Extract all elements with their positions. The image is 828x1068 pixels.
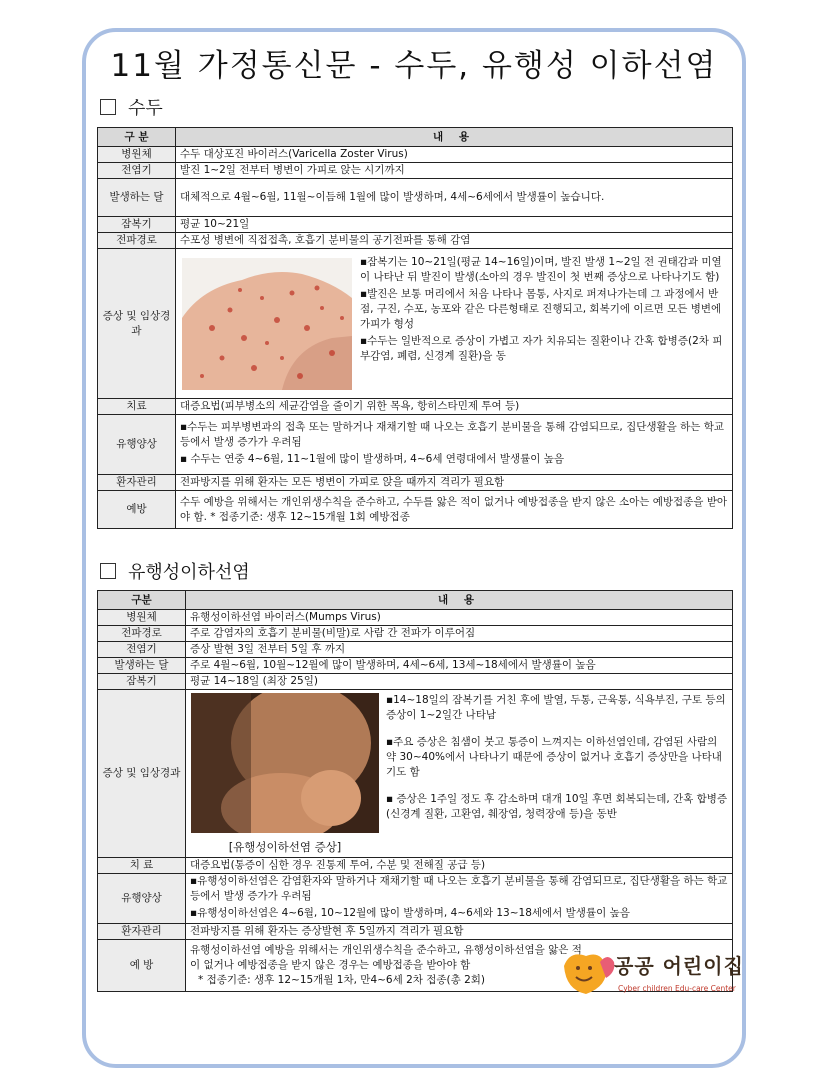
col-header-content: 내 용 (186, 591, 733, 610)
chickenpox-rash-photo (182, 258, 352, 390)
row-label: 전염기 (98, 163, 176, 179)
row-text: 유행성이하선염 바이러스(Mumps Virus) (186, 610, 733, 626)
row-label: 병원체 (98, 610, 186, 626)
row-label: 치료 (98, 399, 176, 415)
row-text: 대증요법(통증이 심한 경우 진통제 투여, 수분 및 전해질 공급 등) (186, 858, 733, 874)
row-text: 주로 감염자의 호흡기 분비물(비말)로 사람 간 전파가 이루어짐 (186, 626, 733, 642)
epidemic-list (190, 874, 728, 921)
row-label: 치 료 (98, 858, 186, 874)
row-text: 수두 대상포진 바이러스(Varicella Zoster Virus) (176, 147, 733, 163)
row-label: 전염기 (98, 642, 186, 658)
row-label: 환자관리 (98, 475, 176, 491)
mumps-photo-block (190, 693, 380, 855)
row-label: 발생하는 달 (98, 179, 176, 217)
row-label: 전파경로 (98, 233, 176, 249)
chickenpox-table (97, 127, 733, 529)
row-text: 유행성이하선염 예방을 위해서는 개인위생수칙을 준수하고, 유행성이하선염을 앓은 적이 없거나 예방접종을 받지 않은 경우는 예방접종을 받아야 함 (190, 944, 582, 971)
row-label: 예방 (98, 491, 176, 529)
row-text: 평균 14~18일 (최장 25일) (186, 674, 733, 690)
list-item: ▪잠복기는 10~21일(평균 14~16일)이며, 발진 발생 1~2일 전 권태감과 미열이 나타난 뒤 발진이 발생(소아의 경우 발진이 첫 번째 증상으로 나타나기도 함) (360, 255, 722, 283)
checkbox-square-icon (100, 563, 116, 579)
list-item: ▪14~18일의 잠복기를 거친 후에 발열, 두통, 근육통, 식욕부진, 구토 등의 증상이 1~2일간 나타남 (386, 693, 726, 721)
col-header-content: 내 용 (176, 128, 733, 147)
mumps-swelling-photo (191, 693, 379, 833)
section-title: 수두 (128, 98, 163, 119)
row-text: 전파방지를 위해 환자는 모든 병변이 가피로 앉을 때까지 격리가 필요함 (176, 475, 733, 491)
list-item: ▪유행성이하선염은 4~6월, 10~12월에 많이 발생하며, 4~6세와 13~18세에서 발생률이 높음 (190, 907, 630, 919)
row-label: 환자관리 (98, 924, 186, 940)
row-text: 주로 4월~6월, 10월~12월에 많이 발생하며, 4세~6세, 13세~18세에서 발생률이 높음 (186, 658, 733, 674)
row-label: 예 방 (98, 940, 186, 992)
list-item: ▪주요 증상은 침샘이 붓고 통증이 느껴지는 이하선염인데, 감염된 사람의 약 30~40%에서 나타나기 때문에 증상이 없거나 호흡기 증상만을 나타내기도 함 (386, 735, 722, 778)
row-text: 수포성 병변에 직접접촉, 호흡기 분비물의 공기전파를 통해 감염 (176, 233, 733, 249)
row-label: 증상 및 임상경과 (98, 249, 176, 399)
row-text: 증상 발현 3일 전부터 5일 후 까지 (186, 642, 733, 658)
row-text: 평균 10~21일 (176, 217, 733, 233)
row-text: 발진 1~2일 전부터 병변이 가피로 앉는 시기까지 (176, 163, 733, 179)
list-item: ▪발진은 보통 머리에서 처음 나타나 몸통, 사지로 퍼져나가는데 그 과정에서 반점, 구진, 수포, 농포와 같은 다른형태로 진행되고, 회복기에 이르면 모든 병변에 가피가 형성 (360, 287, 722, 330)
row-label: 발생하는 달 (98, 658, 186, 674)
list-item: ▪ 증상은 1주일 정도 후 감소하며 대개 10일 후면 회복되는데, 간혹 합병증(신경계 질환, 고환염, 췌장염, 청력장애 등)을 동반 (386, 792, 728, 820)
list-item: ▪유행성이하선염은 감염환자와 말하거나 재채기할 때 나오는 호흡기 분비물을 통해 감염되므로, 집단생활을 하는 학교 등에서 발생 증가가 우려됨 (190, 875, 728, 902)
page-title: 11월 가정통신문 - 수두, 유행성 이하선염 (110, 48, 718, 84)
vaccine-note: * 접종기준: 생후 12~15개월 1차, 만4~6세 2차 접종(총 2회) (198, 974, 486, 986)
row-label: 잠복기 (98, 217, 176, 233)
list-item: ▪ 수두는 연중 4~6월, 11~1월에 많이 발생하며, 4~6세 연령대에서 발생률이 높음 (180, 453, 565, 465)
section-title: 유행성이하선염 (128, 562, 250, 583)
row-label: 전파경로 (98, 626, 186, 642)
section-heading-chickenpox (100, 94, 163, 120)
mumps-table (97, 590, 733, 992)
list-item: ▪수두는 일반적으로 증상이 가볍고 자가 치유되는 질환이나 간혹 합병증(2차 피부감염, 폐렴, 신경계 질환)을 동 (360, 334, 723, 362)
row-label: 유행양상 (98, 874, 186, 924)
row-text: 전파방지를 위해 환자는 증상발현 후 5일까지 격리가 필요함 (186, 924, 733, 940)
row-label: 잠복기 (98, 674, 186, 690)
row-label: 증상 및 임상경과 (98, 690, 186, 858)
row-label: 유행양상 (98, 415, 176, 475)
row-text: 수두 예방을 위해서는 개인위생수칙을 준수하고, 수두를 앓은 적이 없거나 예방접종을 받지 않은 소아는 예방접종을 받아야 함. * 접종기준: 생후 12~15개월 1회 예방접종 (176, 491, 733, 529)
epidemic-list (180, 420, 728, 467)
row-text: 대체적으로 4월~6월, 11월~이듬해 1월에 많이 발생하며, 4세~6세에서 발생률이 높습니다. (176, 179, 733, 217)
photo-caption: [유행성이하선염 증상] (228, 839, 342, 854)
row-text: 대증요법(피부병소의 세균감염을 줄이기 위한 목욕, 항히스타민제 투여 등) (176, 399, 733, 415)
col-header-category: 구분 (98, 591, 186, 610)
section-heading-mumps (100, 558, 250, 584)
list-item: ▪수두는 피부병변과의 접촉 또는 말하거나 재채기할 때 나오는 호흡기 분비물을 통해 감염되므로, 집단생활을 하는 학교 등에서 발생 증가가 우려됨 (180, 421, 725, 448)
logo-subtitle: Cyber children Edu-care Center (618, 984, 736, 993)
checkbox-square-icon (100, 99, 116, 115)
row-label: 병원체 (98, 147, 176, 163)
col-header-category: 구 분 (98, 128, 176, 147)
logo-name: 공공 어린이집 (614, 954, 744, 978)
